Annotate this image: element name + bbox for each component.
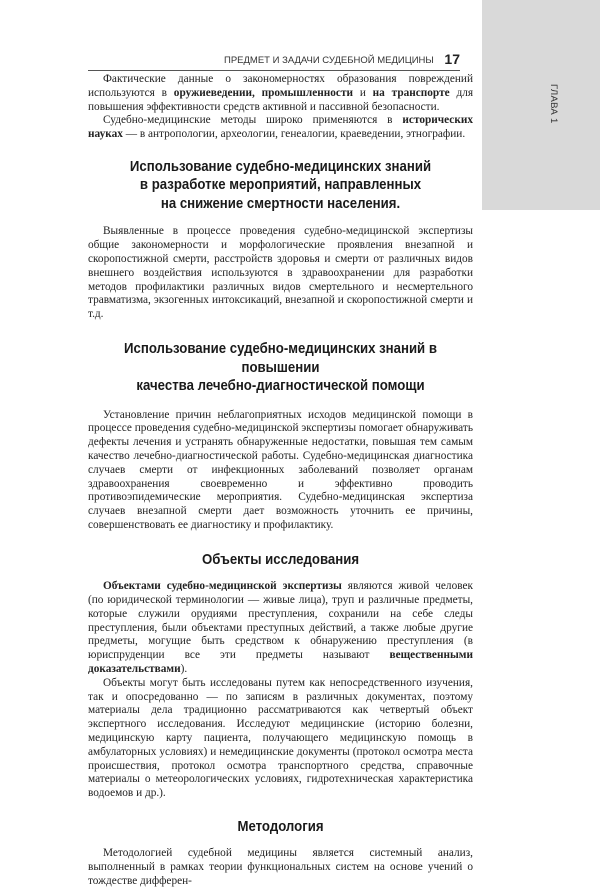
page-number: 17 (444, 51, 460, 67)
objects-paragraph-1: Объектами судебно-медицинской экспертизы являются живой человек (по юридической терминологии — живые лица), труп и различные предметы, которые служили орудиями преступления, сохранили на себе следы преступления, были объектами преступных действий, а также любые другие предметы, могущие быть средством к обнаружению преступления (в юриспруденции все эти предметы называют вещественными доказательствами). (88, 580, 473, 676)
methodology-paragraph: Методологией судебной медицины является системный анализ, выполненный в рамках теории функциональных систем на основе учений о тождестве дифферен- (88, 847, 473, 888)
quality-paragraph: Установление причин неблагоприятных исходов медицинской помощи в процессе проведения судебно-медицинской экспертизы помогает обнаруживать дефекты лечения и устранять обнаруженные недостатки, повышая тем самым качество лечебно-диагностической работы. Судебно-медицинская диагностика случаев смерти от инфекционных заболеваний позволяет органам здравоохранения своевременно и эффективно проводить противоэпидемические мероприятия. Судебно-медицинская экспертиза случаев внезапной смерти дает возможность уточнить ее причины, совершенствовать ее диагностику и профилактику. (88, 408, 473, 531)
emphasis-material-evidence: вещественными доказательствами (88, 649, 473, 676)
section-heading-quality: Использование судебно-медицинских знаний в повышении качества лечебно-диагностической помощи (124, 340, 437, 395)
chapter-side-tab (482, 0, 600, 210)
section-heading-mortality: Использование судебно-медицинских знаний в разработке мероприятий, направленных на снижение смертности населения. (129, 157, 432, 212)
emphasis-expertise-objects: Объектами судебно-медицинской экспертизы (103, 580, 342, 593)
mortality-paragraph: Выявленные в процессе проведения судебно-медицинской экспертизы общие закономерности и морфологические проявления внезапной и скоропостижной смерти, расстройств здоровья и смерти от различных видов внешнего воздействия используются в здравоохранении для разработки методов профилактики различных видов смертельного и несмертельного травматизма, экзогенных интоксикаций, внезапной и скоропостижной смерти и т.д. (88, 225, 473, 321)
intro-paragraph-2: Судебно-медицинские методы широко применяются в исторических науках — в антропологии, археологии, генеалогии, краеведении, этнографии. (88, 114, 473, 141)
objects-paragraph-2: Объекты могут быть исследованы путем как непосредственного изучения, так и опосредованно — по записям в различных документах, поэтому материалы дела традиционно рассматриваются как четвертый объект экспертного исследования. Исследуют медицинские (историю болезни, медицинскую карту пациента, получающего медицинскую помощь в амбулаторных условиях) и немедицинские документы (протокол осмотра места происшествия, протокол осмотра транспортного средства, справочные материалы о метеорологических условиях, гидротехническая характеристика водоемов и др.). (88, 676, 473, 800)
chapter-label: ГЛАВА 1 (548, 84, 559, 124)
page-body (88, 73, 473, 889)
section-heading-objects: Объекты исследования (201, 550, 360, 568)
emphasis-historical-sciences: исторических науках (88, 114, 473, 141)
intro-paragraph-1: Фактические данные о закономерностях образования повреждений используются в оружиеведении, промышленности и на транспорте для повышения эффективности средств активной и пассивной безопасности. (88, 73, 474, 113)
page-header (88, 52, 460, 71)
emphasis-transport: на транспорте (372, 86, 450, 99)
running-title: ПРЕДМЕТ И ЗАДАЧИ СУДЕБНОЙ МЕДИЦИНЫ (224, 55, 434, 66)
emphasis-weapons-industry: оружиеведении, промышленности (173, 86, 354, 99)
section-heading-methodology: Методология (237, 817, 324, 835)
